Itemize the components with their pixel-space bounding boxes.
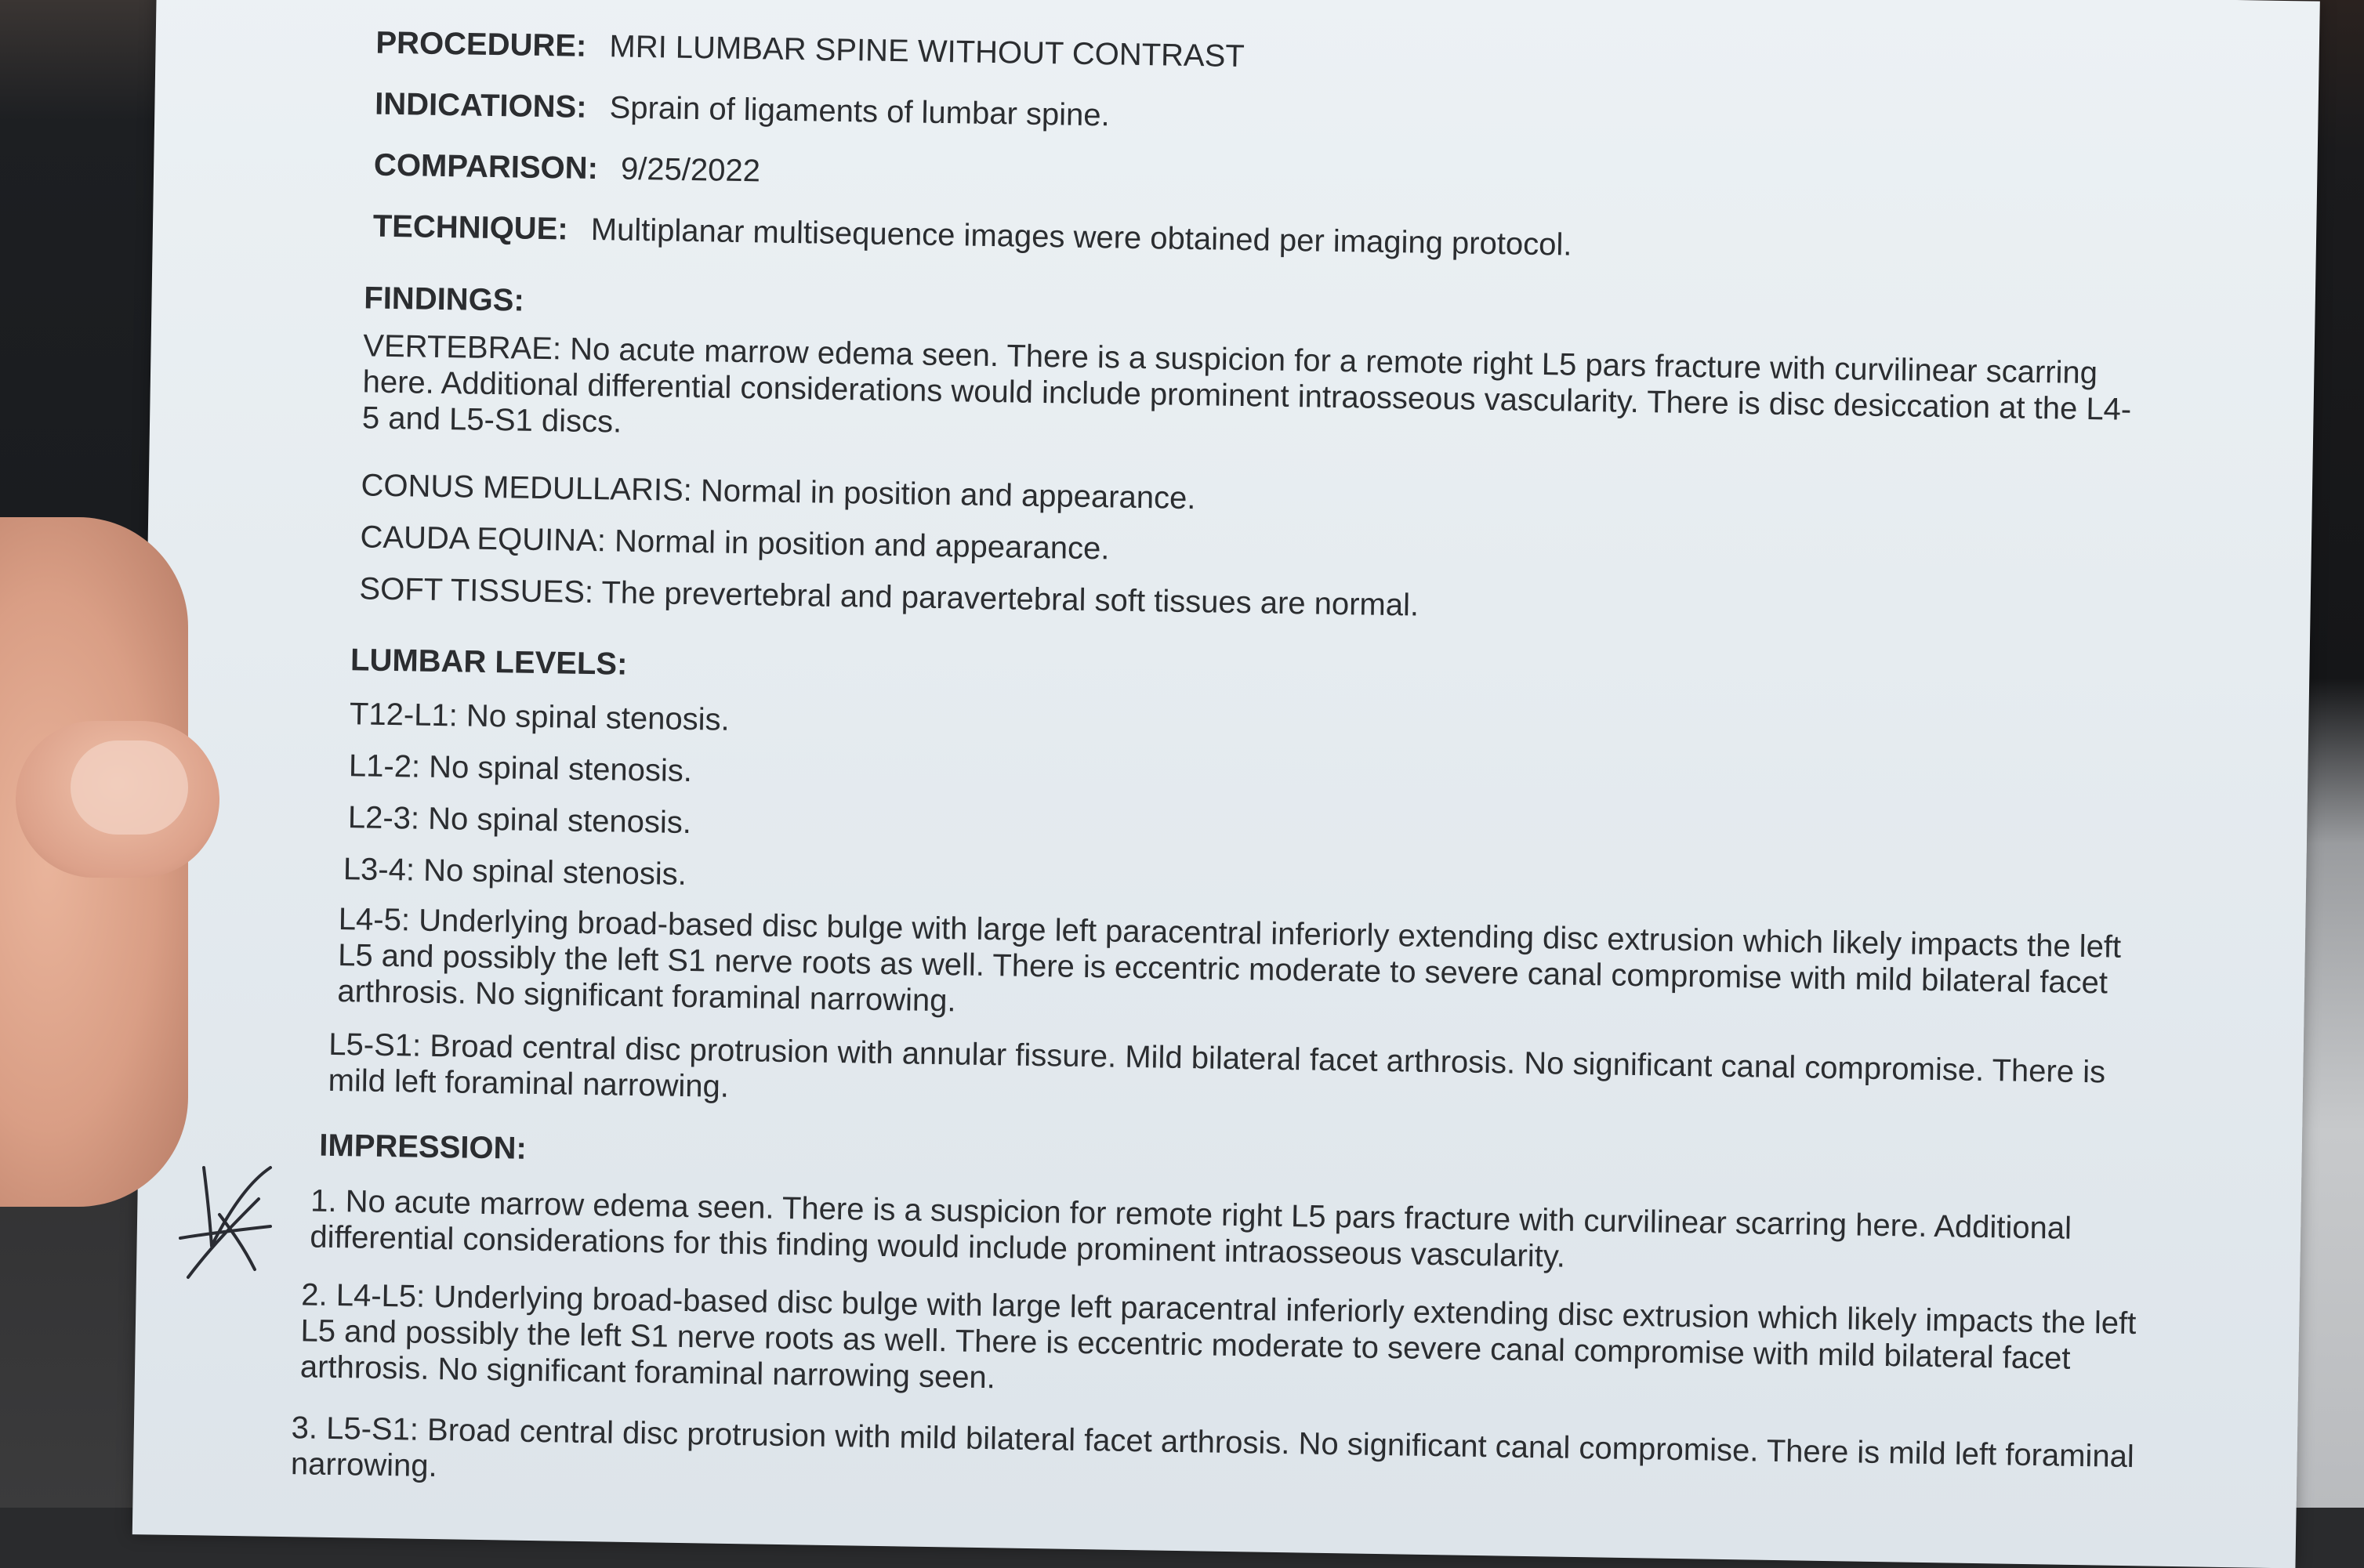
level-l2-3 <box>348 799 692 841</box>
level-label: T12-L1: <box>349 697 459 733</box>
finding-text: No acute marrow edema seen. There is a suspicion for a remote right L5 pars fracture with curvilinear scarring here. Additional differential considerations would include prominent intraosseous vascularity. There is disc desiccation at the L4-5 and L5-S1 discs. <box>361 331 2132 440</box>
level-text: No spinal stenosis. <box>427 801 692 841</box>
impression-number: 2. <box>301 1277 328 1313</box>
indications-value: Sprain of ligaments of lumbar spine. <box>609 90 1111 133</box>
level-l1-2 <box>349 748 693 789</box>
procedure-value: MRI LUMBAR SPINE WITHOUT CONTRAST <box>609 29 1245 74</box>
thumb-nail <box>71 741 188 835</box>
comparison-value: 9/25/2022 <box>620 151 761 189</box>
finding-label: CONUS MEDULLARIS: <box>361 468 693 509</box>
level-l3-4 <box>343 851 687 893</box>
level-text: No spinal stenosis. <box>422 853 687 892</box>
impression-text: L5-S1: Broad central disc protrusion with mild bilateral facet arthrosis. No significant canal compromise. There is mild left foraminal narrowing. <box>290 1410 2135 1484</box>
indications-label: INDICATIONS: <box>374 86 587 125</box>
impression-number: 3. <box>291 1410 318 1446</box>
level-t12-l1 <box>350 696 730 738</box>
finding-label: SOFT TISSUES: <box>359 571 594 610</box>
finding-label: VERTEBRAE: <box>363 328 562 367</box>
impression-text: L4-L5: Underlying broad-based disc bulge with large left paracentral inferiorly extending disc extrusion which likely impacts the left L5 and possibly the left S1 nerve roots as well. There is eccentric moderate to severe canal compromise with mild bilateral facet arthrosis. No significant foraminal narrowing seen. <box>299 1278 2137 1396</box>
findings-heading: FINDINGS: <box>363 281 525 318</box>
impression-heading: IMPRESSION: <box>319 1128 528 1166</box>
finding-label: CAUDA EQUINA: <box>360 520 607 559</box>
technique-value: Multiplanar multisequence images were obtained per imaging protocol. <box>590 212 1572 263</box>
procedure-label: PROCEDURE: <box>375 25 587 63</box>
finding-text: Normal in position and appearance. <box>700 473 1196 516</box>
level-label: L5-S1: <box>328 1027 422 1063</box>
impression-text: No acute marrow edema seen. There is a suspicion for remote right L5 pars fracture with curvilinear scarring here. Additional differential considerations for this finding would include prominent intraosseous vascularity. <box>310 1184 2072 1274</box>
comparison-row <box>374 147 761 190</box>
level-text: No spinal stenosis. <box>428 749 693 789</box>
impression-number: 1. <box>310 1183 337 1219</box>
technique-label: TECHNIQUE: <box>372 208 568 247</box>
level-text: No spinal stenosis. <box>466 698 731 737</box>
level-label: L4-5: <box>338 902 411 938</box>
comparison-label: COMPARISON: <box>373 147 599 186</box>
handwritten-initials <box>172 1152 282 1293</box>
level-text: Broad central disc protrusion with annular fissure. Mild bilateral facet arthrosis. No significant canal compromise. There is mild left foraminal narrowing. <box>328 1028 2106 1104</box>
level-text: Underlying broad-based disc bulge with large left paracentral inferiorly extending disc extrusion which likely impacts the left L5 and possibly the left S1 nerve roots as well. There is eccentric moderate to severe canal compromise with mild bilateral facet arthrosis. No significant foraminal narrowing. <box>337 903 2122 1019</box>
finding-text: The prevertebral and paravertebral soft tissues are normal. <box>601 575 1419 623</box>
finding-text: Normal in position and appearance. <box>614 523 1110 567</box>
level-label: L3-4: <box>343 852 415 888</box>
level-label: L1-2: <box>348 748 421 784</box>
lumbar-levels-heading: LUMBAR LEVELS: <box>350 643 628 682</box>
level-label: L2-3: <box>347 800 420 836</box>
